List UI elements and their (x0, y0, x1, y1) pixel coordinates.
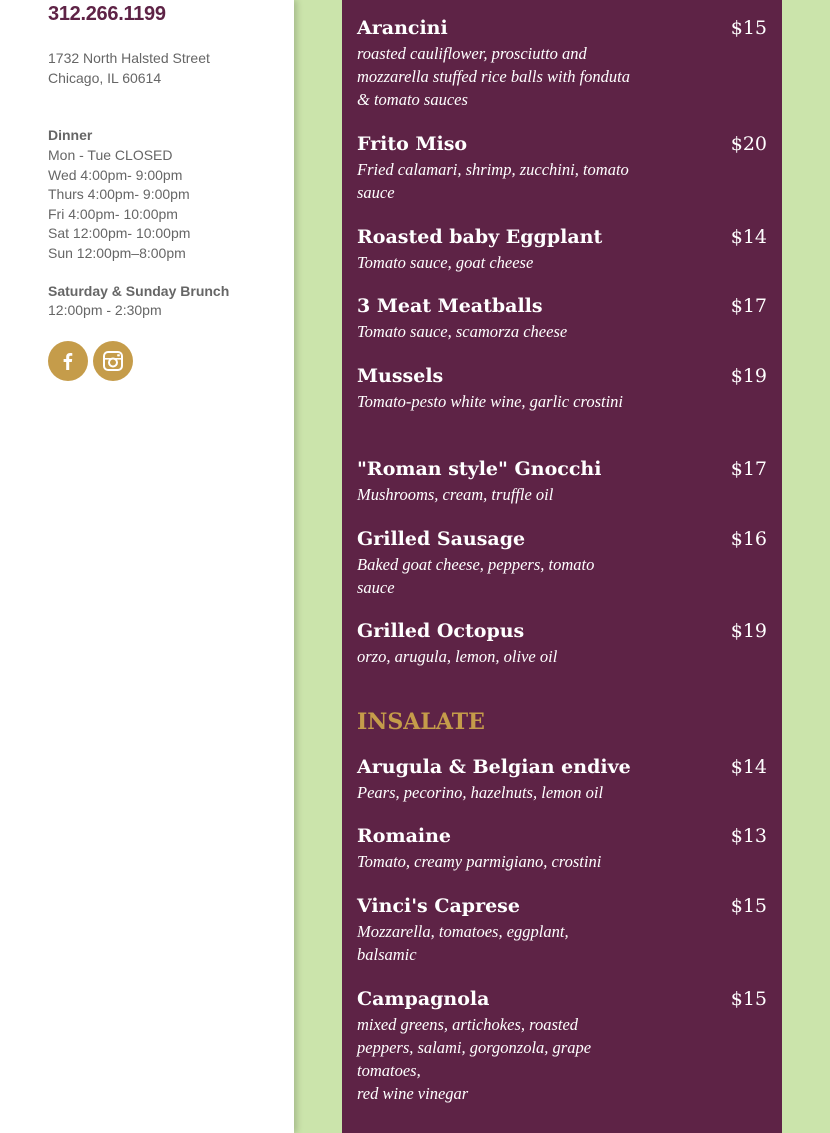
item-name: "Roman style" Gnocchi (357, 458, 602, 480)
item-description: Mozzarella, tomatoes, eggplant, balsamic (357, 922, 569, 964)
item-name: Mussels (357, 365, 444, 387)
item-price: $17 (730, 295, 767, 317)
item-price: $14 (730, 226, 767, 248)
item-name: Romaine (357, 825, 451, 847)
item-description: Fried calamari, shrimp, zucchini, tomato sauce (357, 160, 629, 202)
address (48, 48, 210, 88)
dinner-hours-title: Dinner (48, 127, 93, 143)
item-name: Arancini (357, 17, 448, 39)
item-description: Tomato, creamy parmigiano, crostini (357, 852, 602, 871)
item-name: Arugula & Belgian endive (357, 756, 631, 778)
address-line-1: 1732 North Halsted Street (48, 50, 210, 66)
item-description: Baked goat cheese, peppers, tomato sauce (357, 555, 595, 597)
info-sidebar (0, 0, 294, 1133)
item-name: Frito Miso (357, 133, 468, 155)
item-description: Tomato-pesto white wine, garlic crostini (357, 392, 623, 411)
address-line-2: Chicago, IL 60614 (48, 70, 162, 86)
hours-line: Mon - Tue CLOSED (48, 147, 173, 163)
item-name: Campagnola (357, 988, 490, 1010)
item-name: 3 Meat Meatballs (357, 295, 543, 317)
item-price: $14 (730, 756, 767, 778)
hours-line: Sat 12:00pm- 10:00pm (48, 225, 191, 241)
item-price: $15 (730, 895, 767, 917)
hours-line: Wed 4:00pm- 9:00pm (48, 166, 183, 183)
hours-line: Sun 12:00pm–8:00pm (48, 244, 186, 261)
instagram-icon[interactable] (93, 341, 133, 381)
item-price: $20 (730, 133, 767, 155)
menu-panel (342, 0, 782, 1133)
item-description: roasted cauliflower, prosciutto and mozzarella stuffed rice balls with fonduta & tomato sauces (357, 44, 631, 109)
item-name: Vinci's Caprese (357, 895, 520, 917)
phone-number[interactable]: 312.266.1199 (48, 3, 166, 25)
item-description: Tomato sauce, scamorza cheese (357, 322, 568, 341)
item-name: Roasted baby Eggplant (357, 226, 603, 248)
item-price: $19 (730, 620, 767, 642)
item-description: mixed greens, artichokes, roasted peppers, salami, gorgonzola, grape tomatoes, red wine vinegar (357, 1015, 592, 1103)
item-description: Tomato sauce, goat cheese (357, 253, 534, 272)
item-name: Grilled Octopus (357, 620, 525, 642)
dinner-hours (48, 146, 190, 263)
item-price: $15 (730, 988, 767, 1010)
item-price: $17 (730, 458, 767, 480)
social-links (48, 341, 133, 381)
item-description: Pears, pecorino, hazelnuts, lemon oil (357, 783, 604, 802)
section-title-insalate: INSALATE (357, 709, 485, 735)
item-price: $13 (730, 825, 767, 847)
item-price: $16 (730, 528, 767, 550)
item-name: Grilled Sausage (357, 528, 526, 550)
hours-line: Thurs 4:00pm- 9:00pm (48, 186, 190, 202)
hours-line: Fri 4:00pm- 10:00pm (48, 205, 178, 222)
brunch-title: Saturday & Sunday Brunch (48, 283, 230, 299)
item-price: $15 (730, 17, 767, 39)
facebook-icon[interactable] (48, 341, 88, 381)
brunch-time: 12:00pm - 2:30pm (48, 302, 162, 318)
item-description: orzo, arugula, lemon, olive oil (357, 647, 558, 666)
item-price: $19 (730, 365, 767, 387)
item-description: Mushrooms, cream, truffle oil (357, 485, 554, 504)
